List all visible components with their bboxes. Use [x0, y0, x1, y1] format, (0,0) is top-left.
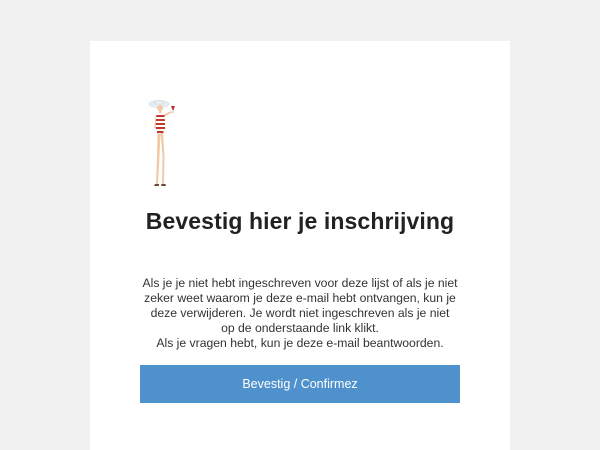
- body-paragraph: [130, 276, 470, 351]
- body-line: op de onderstaande link klikt.: [221, 321, 379, 335]
- body-line: Als je je niet hebt ingeschreven voor deze lijst of als je niet: [142, 276, 458, 290]
- confirm-button[interactable]: Bevestig / Confirmez: [140, 365, 460, 403]
- body-line: zeker weet waarom je deze e-mail hebt ontvangen, kun je: [144, 291, 456, 305]
- email-card: [90, 41, 510, 450]
- woman-swimsuit-illustration-icon: [145, 96, 193, 196]
- body-line: Als je vragen hebt, kun je deze e-mail beantwoorden.: [156, 336, 444, 350]
- body-line: deze verwijderen. Je wordt niet ingeschreven als je niet: [150, 306, 450, 320]
- page-title: Bevestig hier je inschrijving: [145, 208, 455, 234]
